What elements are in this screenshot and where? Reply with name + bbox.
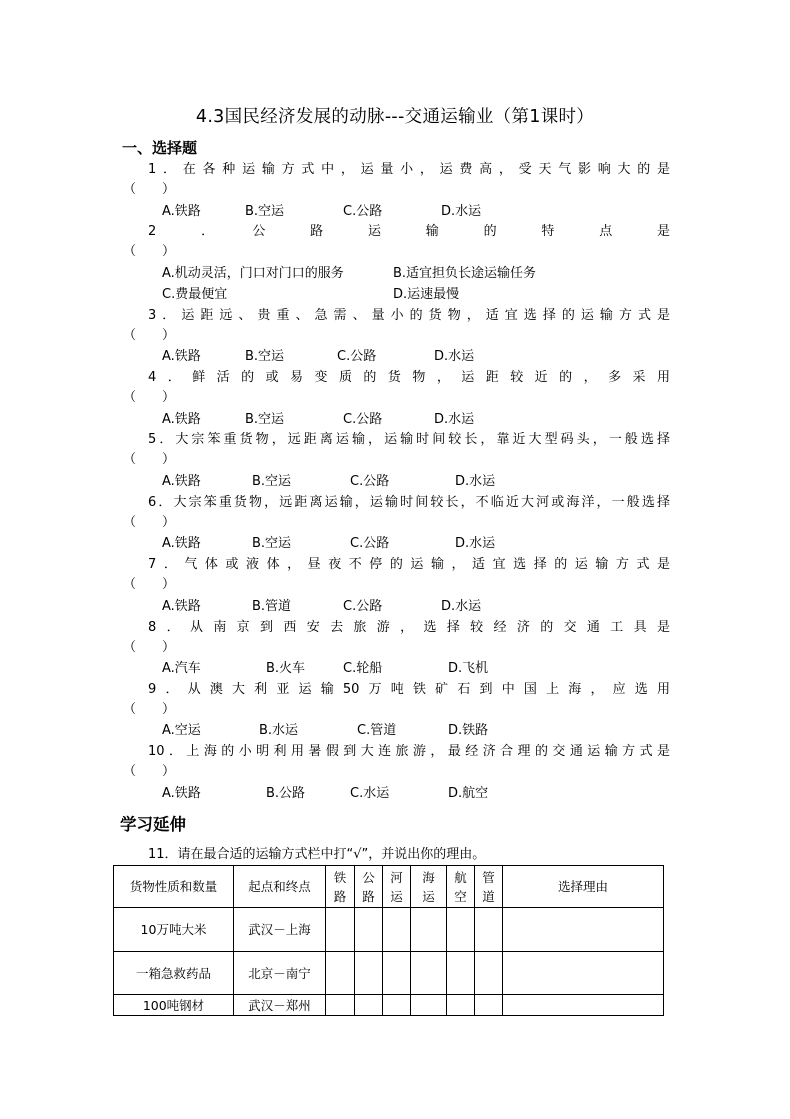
option: B.水运 bbox=[259, 723, 299, 738]
route-cell: 武汉－上海 bbox=[234, 908, 326, 952]
option: D.运速最慢 bbox=[393, 287, 460, 302]
column-header: 起点和终点 bbox=[234, 866, 326, 908]
answer-blank: （ ） bbox=[123, 328, 176, 343]
table-header-row bbox=[114, 866, 664, 908]
check-cell[interactable] bbox=[475, 908, 503, 952]
option: B.空运 bbox=[245, 412, 285, 427]
option: C.公路 bbox=[350, 474, 390, 489]
transport-choice-table bbox=[113, 865, 664, 1016]
check-cell[interactable] bbox=[383, 995, 411, 1016]
table-row bbox=[114, 952, 664, 995]
answer-blank: （ ） bbox=[123, 452, 176, 467]
column-header-label: 海运 bbox=[422, 869, 435, 904]
reason-cell[interactable] bbox=[503, 995, 664, 1016]
option: B.空运 bbox=[252, 536, 292, 551]
check-cell[interactable] bbox=[475, 995, 503, 1016]
check-cell[interactable] bbox=[383, 952, 411, 995]
question-stem: 3．运距远、贵重、急需、量小的货物，适宜选择的运输方式是 bbox=[148, 308, 670, 323]
goods-cell: 100吨钢材 bbox=[114, 995, 234, 1016]
check-cell[interactable] bbox=[411, 908, 447, 952]
route-cell: 武汉－郑州 bbox=[234, 995, 326, 1016]
reason-cell[interactable] bbox=[503, 952, 664, 995]
question-stem: 7．气体或液体，昼夜不停的运输，适宜选择的运输方式是 bbox=[148, 557, 670, 572]
check-cell[interactable] bbox=[447, 995, 475, 1016]
check-cell[interactable] bbox=[383, 908, 411, 952]
reason-cell[interactable] bbox=[503, 908, 664, 952]
check-cell[interactable] bbox=[326, 908, 355, 952]
question-11-stem: 11．请在最合适的运输方式栏中打“√”，并说出你的理由。 bbox=[148, 847, 486, 862]
option: D.铁路 bbox=[448, 723, 489, 738]
option: D.水运 bbox=[434, 412, 475, 427]
option: C.轮船 bbox=[343, 661, 383, 676]
option: C.公路 bbox=[337, 349, 377, 364]
section-heading-extension: 学习延伸 bbox=[120, 815, 186, 834]
check-cell[interactable] bbox=[326, 952, 355, 995]
option: C.公路 bbox=[343, 412, 383, 427]
option: A.汽车 bbox=[162, 661, 201, 676]
question-stem: 5．大宗笨重货物，远距离运输，运输时间较长，靠近大型码头，一般选择 bbox=[148, 432, 670, 447]
column-header-label: 航空 bbox=[454, 869, 467, 904]
column-header bbox=[475, 866, 503, 908]
option: A.机动灵活，门口对门口的服务 bbox=[162, 266, 344, 281]
check-cell[interactable] bbox=[355, 995, 383, 1016]
option: D.水运 bbox=[455, 536, 496, 551]
option: D.航空 bbox=[448, 786, 489, 801]
answer-blank: （ ） bbox=[123, 702, 176, 717]
option: A.铁路 bbox=[162, 412, 201, 427]
option: C.管道 bbox=[357, 723, 397, 738]
check-cell[interactable] bbox=[326, 995, 355, 1016]
check-cell[interactable] bbox=[411, 952, 447, 995]
answer-blank: （ ） bbox=[123, 515, 176, 530]
option: C.公路 bbox=[343, 599, 383, 614]
column-header bbox=[383, 866, 411, 908]
column-header bbox=[326, 866, 355, 908]
check-cell[interactable] bbox=[355, 952, 383, 995]
goods-cell: 一箱急救药品 bbox=[114, 952, 234, 995]
option: C.公路 bbox=[343, 204, 383, 219]
option: B.公路 bbox=[266, 786, 306, 801]
option: A.铁路 bbox=[162, 599, 201, 614]
option: D.水运 bbox=[441, 599, 482, 614]
option: B.空运 bbox=[245, 204, 285, 219]
check-cell[interactable] bbox=[355, 908, 383, 952]
check-cell[interactable] bbox=[475, 952, 503, 995]
answer-blank: （ ） bbox=[123, 182, 176, 197]
option: D.水运 bbox=[434, 349, 475, 364]
answer-blank: （ ） bbox=[123, 640, 176, 655]
goods-cell: 10万吨大米 bbox=[114, 908, 234, 952]
check-cell[interactable] bbox=[411, 995, 447, 1016]
question-stem: 2 ． 公 路 运 输 的 特 点 是 bbox=[148, 224, 670, 239]
option: D.飞机 bbox=[448, 661, 489, 676]
option: A.铁路 bbox=[162, 474, 201, 489]
column-header: 选择理由 bbox=[503, 866, 664, 908]
table-row bbox=[114, 995, 664, 1016]
column-header-label: 公路 bbox=[362, 869, 375, 904]
option: D.水运 bbox=[455, 474, 496, 489]
column-header-label: 河运 bbox=[390, 869, 403, 904]
route-cell: 北京－南宁 bbox=[234, 952, 326, 995]
answer-blank: （ ） bbox=[123, 577, 176, 592]
option: B.空运 bbox=[245, 349, 285, 364]
column-header bbox=[411, 866, 447, 908]
question-stem: 8．从南京到西安去旅游，选择较经济的交通工具是 bbox=[148, 620, 670, 635]
question-stem: 1．在各种运输方式中，运量小，运费高，受天气影响大的是 bbox=[148, 162, 670, 177]
option: A.铁路 bbox=[162, 536, 201, 551]
question-stem: 10．上海的小明利用暑假到大连旅游，最经济合理的交通运输方式是 bbox=[148, 744, 670, 759]
option: C.费最便宜 bbox=[162, 287, 228, 302]
column-header bbox=[355, 866, 383, 908]
option: A.铁路 bbox=[162, 204, 201, 219]
option: A.铁路 bbox=[162, 349, 201, 364]
check-cell[interactable] bbox=[447, 908, 475, 952]
table-row bbox=[114, 908, 664, 952]
page-title: 4.3国民经济发展的动脉---交通运输业（第1课时） bbox=[195, 107, 595, 127]
question-stem: 4．鲜活的或易变质的货物，运距较近的，多采用 bbox=[148, 370, 670, 385]
option: B.适宜担负长途运输任务 bbox=[393, 266, 537, 281]
option: C.水运 bbox=[350, 786, 390, 801]
option: D.水运 bbox=[441, 204, 482, 219]
option: A.铁路 bbox=[162, 786, 201, 801]
section-heading-choice: 一、选择题 bbox=[122, 139, 198, 157]
option: B.空运 bbox=[252, 474, 292, 489]
question-stem: 6．大宗笨重货物，远距离运输，运输时间较长，不临近大河或海洋，一般选择 bbox=[148, 495, 670, 510]
option: B.管道 bbox=[252, 599, 292, 614]
column-header-label: 管道 bbox=[482, 869, 495, 904]
column-header bbox=[447, 866, 475, 908]
answer-blank: （ ） bbox=[123, 390, 176, 405]
check-cell[interactable] bbox=[447, 952, 475, 995]
column-header-label: 铁路 bbox=[333, 869, 347, 904]
answer-blank: （ ） bbox=[123, 244, 176, 259]
option: A.空运 bbox=[162, 723, 201, 738]
answer-blank: （ ） bbox=[123, 764, 176, 779]
option: C.公路 bbox=[350, 536, 390, 551]
question-stem: 9．从澳大利亚运输50万吨铁矿石到中国上海，应选用 bbox=[148, 682, 670, 697]
option: B.火车 bbox=[266, 661, 306, 676]
column-header: 货物性质和数量 bbox=[114, 866, 234, 908]
